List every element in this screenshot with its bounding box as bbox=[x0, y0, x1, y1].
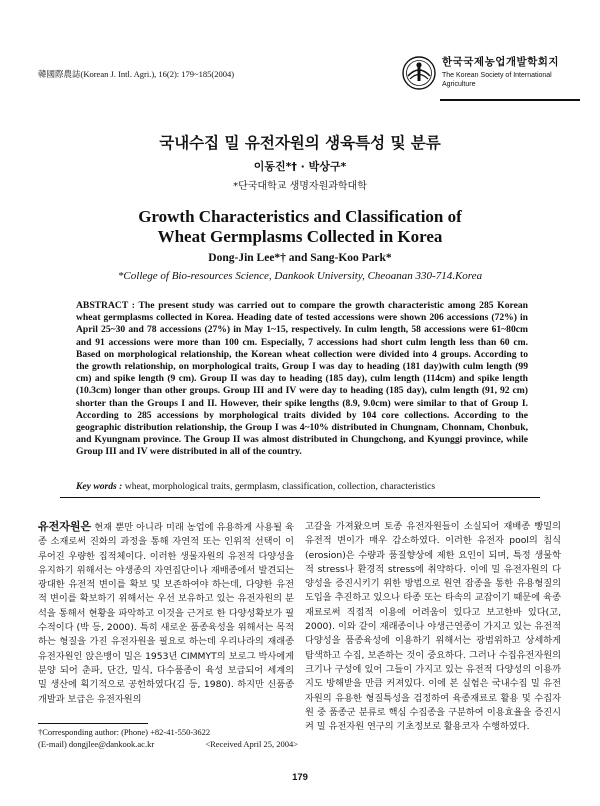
title-english-line1: Growth Characteristics and Classification of bbox=[138, 207, 462, 226]
affiliation-english: *College of Bio-resources Science, Dankook University, Cheoanan 330-714.Korea bbox=[117, 270, 483, 282]
footnote-email: (E-mail) dongjlee@dankook.ac.kr bbox=[38, 738, 155, 749]
society-name-korean: 한국국제농업개발학회지 bbox=[442, 56, 560, 68]
authors-english: Dong-Jin Lee*† and Sang-Koo Park* bbox=[208, 252, 392, 264]
footnote-corresponding: †Corresponding author: (Phone) +82-41-550-3622 bbox=[38, 727, 211, 737]
abstract bbox=[76, 300, 528, 459]
footnote-received: <Received April 25, 2004> bbox=[205, 738, 298, 749]
keywords-rule bbox=[60, 497, 540, 498]
authors-korean: 이동진*† · 박상구* bbox=[253, 160, 347, 173]
title-korean: 국내수집 밀 유전자원의 생육특성 및 분류 bbox=[159, 134, 441, 152]
footnote-rule bbox=[38, 723, 148, 724]
page-number: 179 bbox=[292, 772, 308, 783]
abstract-text: The present study was carried out to compare the growth characteristic among 285 Korean wheat germplasms collected in Korea. Heading date of tested accessions were shown 206 accessions (72%) in April 25~30 and 78 accessions (27%) in May 1~15, respectively. In culm length, 58 accessions were 61~80cm and 91 accessions were more than 100 cm. Especially, 7 accessions had short culm length less than 60 cm. Based on morphological relationship, the Korean wheat collection were divided into 4 groups. According to the growth relationship, on morphological traits, Group I was day to heading (181 day)with culm length (99 cm) and spike length (9 cm). Group II was day to heading (185 day), culm length (114cm) and spike length (10.3cm) longer than other groups. Group III and IV were day to heading (185 day), culm length (91, 92 cm) shorter than the Groups I and II. However, their spike lengths (8.9, 9.0cm) were similar to that of Group I. According to 285 accessions by morphological traits divided by 104 core collections. According to the geographic distribution relationship, the Group I was 4~10% distributed in Chungnam, Chonnam, Chonbuk, and Kyungnam province. The Group II was almost distributed in Chungchong, and Kyunggi province, while Group III and IV were distributed in all of the country. bbox=[76, 300, 528, 458]
keywords bbox=[76, 481, 528, 492]
body-column-left bbox=[38, 520, 294, 707]
affiliation-korean: *단국대학교 생명자원과학대학 bbox=[233, 181, 367, 192]
journal-reference: 韓國際農誌(Korean J. Intl. Agri.), 16(2): 179~185(2004) bbox=[38, 69, 235, 79]
abstract-label: ABSTRACT : bbox=[76, 300, 135, 311]
keywords-text: wheat, morphological traits, germplasm, classification, collection, characteristics bbox=[124, 481, 436, 492]
body-lead-word: 유전자원은 bbox=[38, 520, 92, 533]
body-left-text: 현재 뿐만 아니라 미래 농업에 유용하게 사용될 육종 소재로써 진화의 과정을 통해 자연적 또는 인위적 선택이 이루어진 우량한 집적체이다. 이러한 생물자원의 유전적 다양성을 유지하기 위해서는 야생종의 자연집단이나 재배종에서 발견되는 광대한 유전적 변이를 확보 및 보존하여야 하는데, 다양한 유전적 변이를 확보하기 위해서는 우선 보유하고 있는 유전자원의 분석을 통해서 현황을 파악하고 이것을 근거로 한 다양성확보가 필수적이다 (박 등, 2000). 특히 새로운 품종육성을 위해서는 목적하는 형질을 가진 유전자원을 필요로 하는데 우리나라의 재래종 유전자원인 앉은뱅이 밀은 1953년 CIMMYT의 보로그 박사에게 분양 되어 춘파, 단간, 밀식, 다수품종이 육성 보급되어 세계의 밀 생산에 획기적으로 공헌하였다(김 등, 1980). 하지만 신품종 개발과 보급은 유전자원의 bbox=[38, 522, 294, 705]
body-column-right: 고갈을 가져왔으며 토종 유전자원들이 소실되어 재배종 빵밀의 유전적 변이가 매우 감소하였다. 이러한 유전자 pool의 침식(erosion)은 수량과 품질향상에 제한 요인이 되며, 특정 생물학적 stress나 환경적 stress에 취약하다. 이에 밀 유전자원의 다양성을 증진시키기 위한 방법으로 원연 잡종을 통한 유용형질의 도입을 추진하고 있으나 타종 또는 타속의 교잡이기 때문에 육종재료로써 직접적 이용에 어려움이 있다고 보고한바 있다(고, 2000). 이와 같이 재래종이나 야생근연종이 가지고 있는 유전적 다양성을 품종육성에 이용하기 위해서는 광범위하고 상세하게 탐색하고 수집, 보존하는 것이 중요하다. 그러나 수집유전자원의 크기나 구성에 있어 그들이 가지고 있는 유전적 다양성의 이용까지도 방해받을 만큼 커져있다. 이에 본 실험은 국내수집 밀 유전자원의 유용한 형질특성을 검정하여 육종재료로 활용 및 수집자원 중 품종군 분류로 핵심 수집종을 구분하여 이용효율을 증진시켜 밀 유전자원 연구의 기초정보로 활용코자 수행하였다. bbox=[305, 521, 561, 733]
title-english-line2: Wheat Germplasms Collected in Korea bbox=[157, 227, 443, 246]
title-english bbox=[0, 207, 600, 247]
footnote bbox=[38, 727, 298, 750]
header-rule bbox=[440, 99, 580, 101]
keywords-label: Key words : bbox=[76, 481, 123, 492]
society-emblem-icon bbox=[402, 56, 436, 90]
society-header bbox=[402, 50, 582, 102]
society-name-english: The Korean Society of International Agriculture bbox=[442, 72, 552, 88]
